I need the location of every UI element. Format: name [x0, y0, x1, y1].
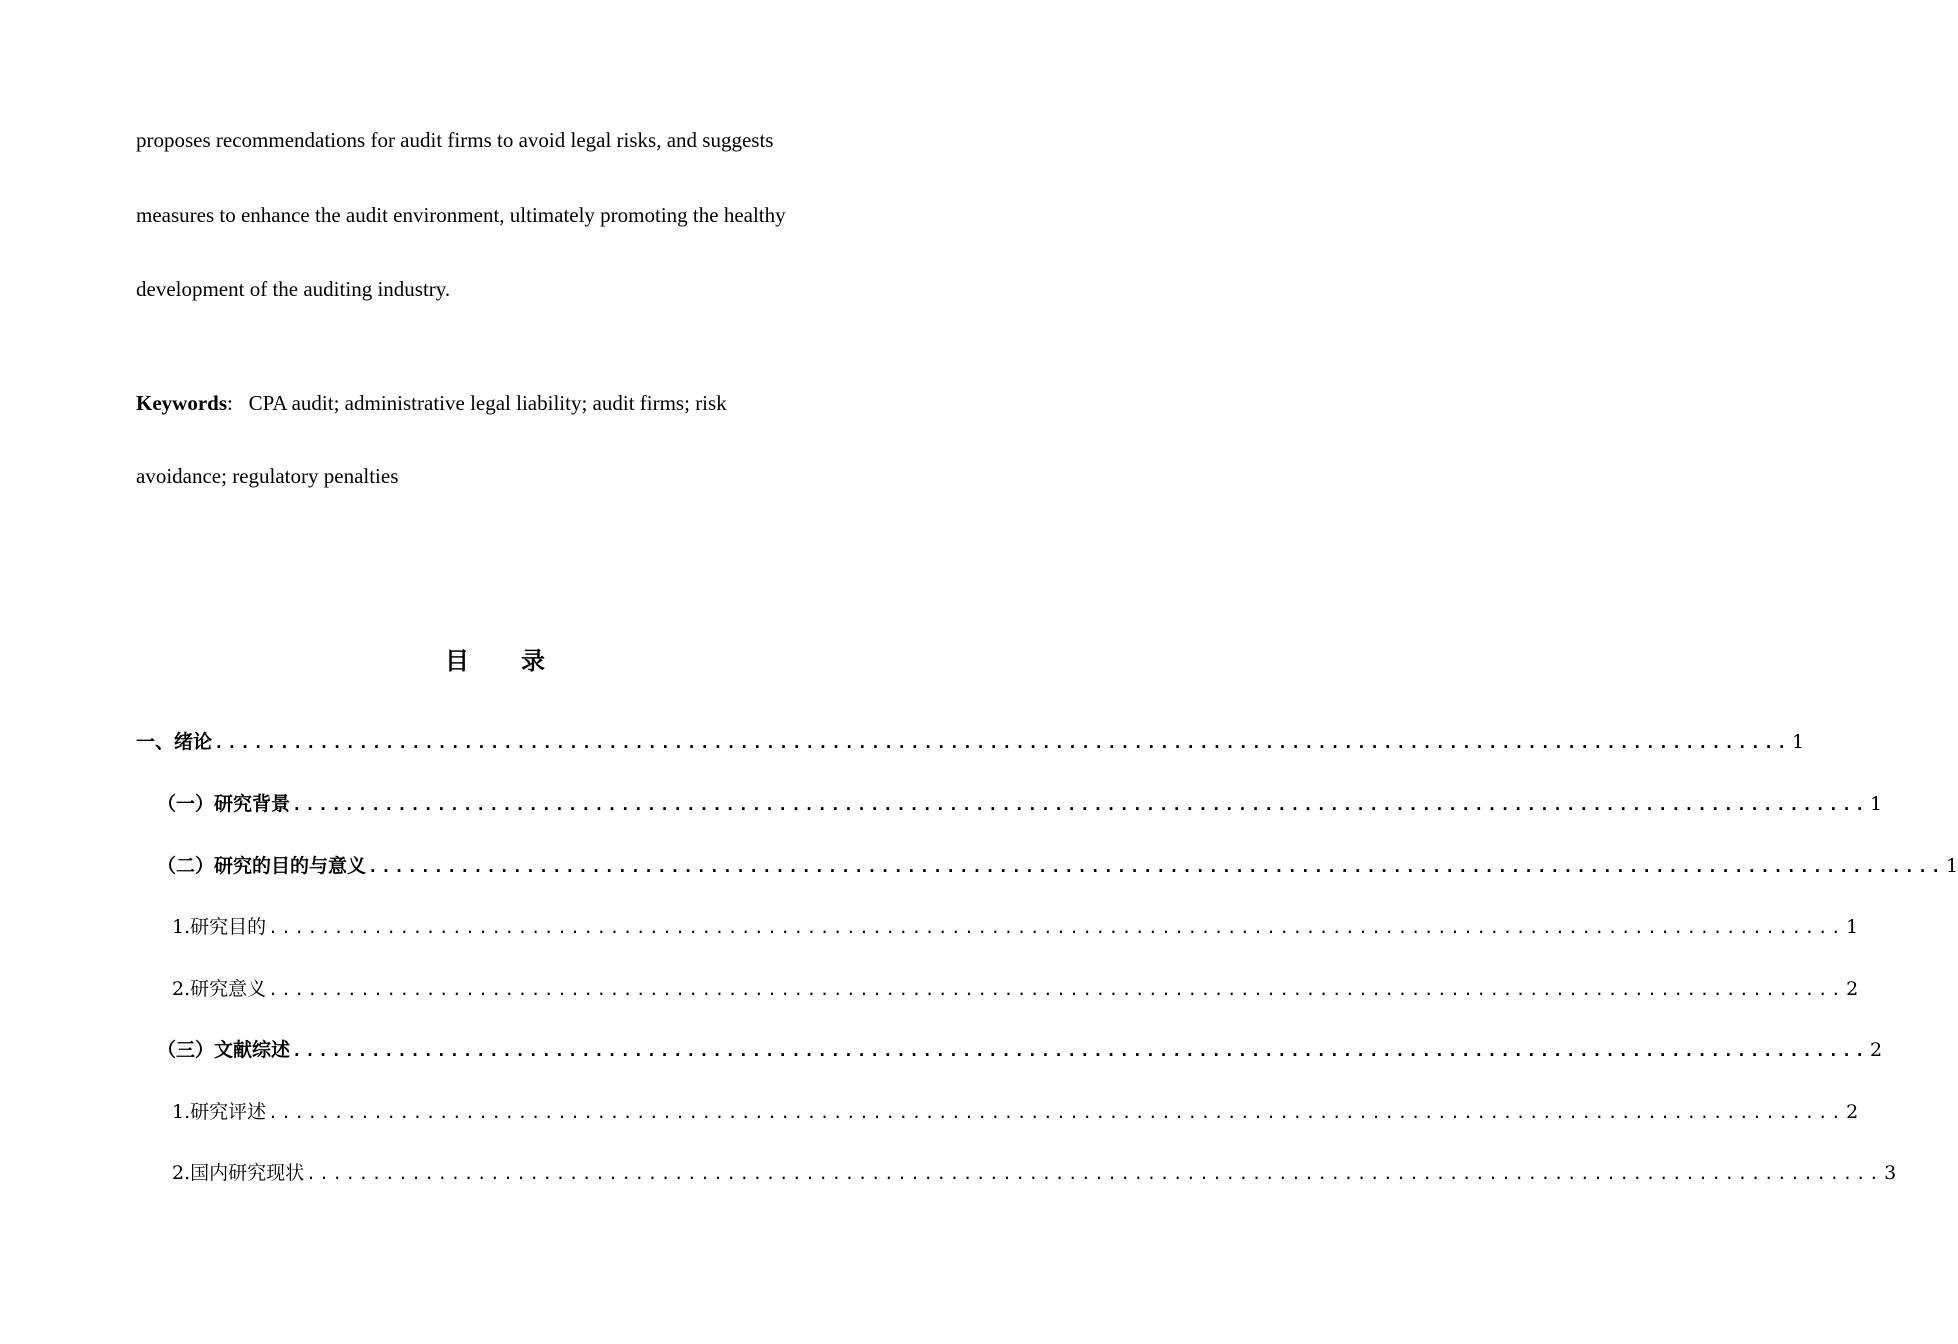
- toc-entry-page: 2: [1869, 1039, 1883, 1061]
- abstract-line-1: proposes recommendations for audit firms to avoid legal risks, and suggests: [136, 128, 774, 152]
- toc-entry-label: （三）文献综述: [157, 1039, 291, 1061]
- keywords-line-1: [136, 393, 727, 414]
- toc-title-right: 录: [521, 649, 545, 675]
- toc-entry-label: 2.国内研究现状: [172, 1162, 305, 1184]
- toc-leader: ........................................................................................................................: [268, 1103, 1845, 1122]
- toc-entry-page: 3: [1884, 1162, 1897, 1184]
- keywords-label: Keywords: [136, 391, 227, 415]
- abstract-line-2: measures to enhance the audit environment, ultimately promoting the healthy: [136, 203, 786, 227]
- keywords-text-1: CPA audit; administrative legal liability; audit firms; risk: [248, 391, 727, 415]
- toc-leader: ........................................................................................................................: [292, 1041, 1868, 1060]
- toc-entry-label: 1.研究评述: [172, 1101, 267, 1123]
- toc-entry-page: 1: [1791, 731, 1805, 753]
- toc-leader: ........................................................................................................................: [292, 795, 1868, 814]
- toc-entry-label: 1.研究目的: [172, 916, 267, 938]
- toc-entry-page: 2: [1846, 978, 1859, 1000]
- toc-entry[interactable]: [172, 1162, 1897, 1184]
- toc-entry-page: 1: [1945, 855, 1958, 877]
- toc-leader: ........................................................................................................................: [268, 980, 1845, 999]
- abstract-line-3: development of the auditing industry.: [136, 277, 451, 301]
- toc-entry-page: 2: [1846, 1101, 1859, 1123]
- toc-leader: ........................................................................................................................: [306, 1164, 1883, 1183]
- toc-entry[interactable]: [172, 916, 1859, 938]
- toc-entry[interactable]: [172, 1101, 1859, 1123]
- toc-leader: ........................................................................................................................: [214, 733, 1790, 752]
- toc-title-left: 目: [445, 649, 469, 675]
- toc-entry[interactable]: [157, 855, 1958, 877]
- toc-entry-label: 一、绪论: [136, 731, 213, 753]
- toc-title: [0, 641, 990, 676]
- toc-entry[interactable]: [136, 731, 1805, 753]
- keywords-line-2: avoidance; regulatory penalties: [136, 464, 399, 488]
- toc-entry-label: 2.研究意义: [172, 978, 267, 1000]
- keywords-separator: :: [227, 391, 233, 415]
- toc-entry[interactable]: [157, 793, 1883, 815]
- toc-leader: ........................................................................................................................: [268, 918, 1845, 937]
- toc-entry[interactable]: [172, 978, 1859, 1000]
- toc-entry-page: 1: [1846, 916, 1859, 938]
- toc-entry-label: （一）研究背景: [157, 793, 291, 815]
- toc-entry-page: 1: [1869, 793, 1883, 815]
- toc-leader: ........................................................................................................................: [368, 857, 1944, 876]
- toc-entry-label: （二）研究的目的与意义: [157, 855, 367, 877]
- toc-entry[interactable]: [157, 1039, 1883, 1061]
